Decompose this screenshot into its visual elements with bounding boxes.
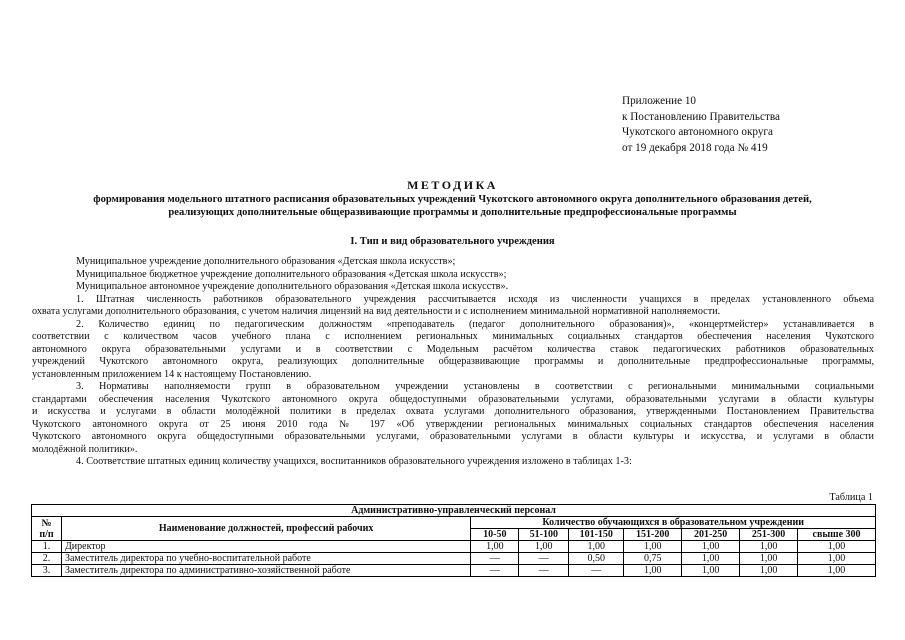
row-value: 1,00	[740, 565, 798, 577]
table-caption: Таблица 1	[829, 492, 873, 503]
row-value: 1,00	[798, 565, 876, 577]
row-number: 2.	[32, 553, 62, 565]
range-header: 51-100	[519, 529, 569, 541]
column-header-count: Количество обучающихся в образовательном учреждении	[471, 517, 876, 529]
body-line: Муниципальное учреждение дополнительного образования «Детская школа искусств»;	[76, 256, 456, 267]
table-group-header: Административно-управленческий персонал	[32, 505, 876, 517]
row-value: 1,00	[471, 541, 519, 553]
row-number: 1.	[32, 541, 62, 553]
paragraph-2-line: установленным приложением 14 к настоящему Постановлению.	[32, 368, 312, 380]
paragraph-2-line: учреждений Чукотского автономного округа, реализующих дополнительные общеразвивающие программы и дополнительные предпрофессиональные программы,	[32, 356, 874, 367]
row-value: 1,00	[569, 541, 624, 553]
row-value: 1,00	[519, 541, 569, 553]
column-header-number	[32, 517, 62, 541]
range-header: 10-50	[471, 529, 519, 541]
row-value: —	[569, 565, 624, 577]
row-value: 1,00	[798, 553, 876, 565]
row-number: 3.	[32, 565, 62, 577]
paragraph-4-line: 4. Соответствие штатных единиц количеству учащихся, воспитанников образовательного учреждения изложено в таблицах 1-3:	[76, 456, 632, 467]
paragraph-3-line: Чукотского автономного округа от 25 июня 2010 года № 197 «Об утверждении региональных минимальных социальных стандартов обеспечения населения	[32, 418, 874, 430]
range-header: 201-250	[682, 529, 740, 541]
column-header-name: Наименование должностей, профессий рабочих	[61, 517, 470, 541]
paragraph-3-line: стандартами обеспечения населения Чукотского автономного округа общедоступными образовательными услугами, образовательными услугами в области культуры	[32, 393, 874, 405]
paragraph-3-line: и искусства и услугами в области молодёжной политики в пределах охвата услугами дополнительного образования, утвержденными Постановлением Правительства	[32, 406, 874, 417]
row-position-name: Директор	[61, 541, 470, 553]
paragraph-1-line: 1. Штатная численность работников образовательного учреждения рассчитывается исходя из численности учащихся в пределах установленного объема	[76, 293, 874, 305]
row-value: —	[519, 553, 569, 565]
table-row	[32, 541, 876, 553]
row-value: 1,00	[624, 541, 682, 553]
document-subtitle	[30, 193, 875, 219]
staff-table	[31, 504, 876, 577]
row-value: 0,50	[569, 553, 624, 565]
paragraph-3-line: Чукотского автономного округа общедоступными образовательными услугами, образовательными услугами в области культуры и искусства, и услугами в области	[32, 431, 874, 442]
subtitle-line-1: формирования модельного штатного расписания образовательных учреждений Чукотского автономного округа дополнительного образования детей,	[93, 194, 812, 205]
appendix-block	[622, 94, 780, 156]
range-header: 151-200	[624, 529, 682, 541]
paragraph-1-line: охвата услугами дополнительного образования, с учетом наличия лицензий на вид деятельности и с исполнением минимальной нормативной наполняемости.	[32, 306, 721, 317]
document-body	[32, 256, 874, 469]
column-header-number-line-2: п/п	[39, 528, 54, 540]
appendix-line-4: от 19 декабря 2018 года № 419	[622, 141, 768, 154]
row-value: —	[471, 553, 519, 565]
row-value: 1,00	[624, 565, 682, 577]
range-header: 101-150	[569, 529, 624, 541]
row-value: 1,00	[798, 541, 876, 553]
paragraph-3-line: 3. Нормативы наполняемости групп в образовательном учреждении установлены в соответствии с региональными минимальными социальными	[76, 381, 874, 392]
row-value: 1,00	[740, 541, 798, 553]
range-header: 251-300	[740, 529, 798, 541]
table-row	[32, 565, 876, 577]
row-value: 1,00	[682, 553, 740, 565]
row-value: —	[471, 565, 519, 577]
appendix-line-3: Чукотского автономного округа	[622, 126, 773, 138]
row-value: 1,00	[740, 553, 798, 565]
range-header: свыше 300	[798, 529, 876, 541]
paragraph-3-line: молодёжной политики».	[32, 443, 138, 455]
appendix-line-2: к Постановлению Правительства	[622, 110, 780, 123]
row-value: 1,00	[682, 541, 740, 553]
row-value: —	[519, 565, 569, 577]
paragraph-2-line: соответствии с количеством часов учебного плана с исполнением региональных минимальных социальных стандартов обеспечения населения Чукотского	[32, 331, 874, 342]
document-title: МЕТОДИКА	[407, 178, 498, 192]
row-position-name: Заместитель директора по административно-хозяйственной работе	[61, 565, 470, 577]
section-heading: I. Тип и вид образовательного учреждения	[350, 236, 555, 247]
row-position-name: Заместитель директора по учебно-воспитательной работе	[61, 553, 470, 565]
body-line: Муниципальное автономное учреждение дополнительного образования «Детская школа искусств».	[76, 281, 509, 292]
column-header-number-line-1: №	[41, 517, 52, 529]
row-value: 0,75	[624, 553, 682, 565]
appendix-line-1: Приложение 10	[622, 95, 697, 107]
paragraph-2-line: 2. Количество единиц по педагогическим должностям «преподаватель (педагог дополнительного образования)», «концертмейстер» устанавливается в	[76, 318, 874, 330]
row-value: 1,00	[682, 565, 740, 577]
table-row	[32, 553, 876, 565]
paragraph-2-line: автономного округа образовательными услугами и в соответствии с Модельным расчётом количества ставок педагогических работников образовательных	[32, 343, 874, 355]
subtitle-line-2: реализующих дополнительные общеразвивающие программы и дополнительные предпрофессиональные программы	[168, 207, 737, 218]
body-line: Муниципальное бюджетное учреждение дополнительного образования «Детская школа искусств»;	[76, 268, 507, 280]
